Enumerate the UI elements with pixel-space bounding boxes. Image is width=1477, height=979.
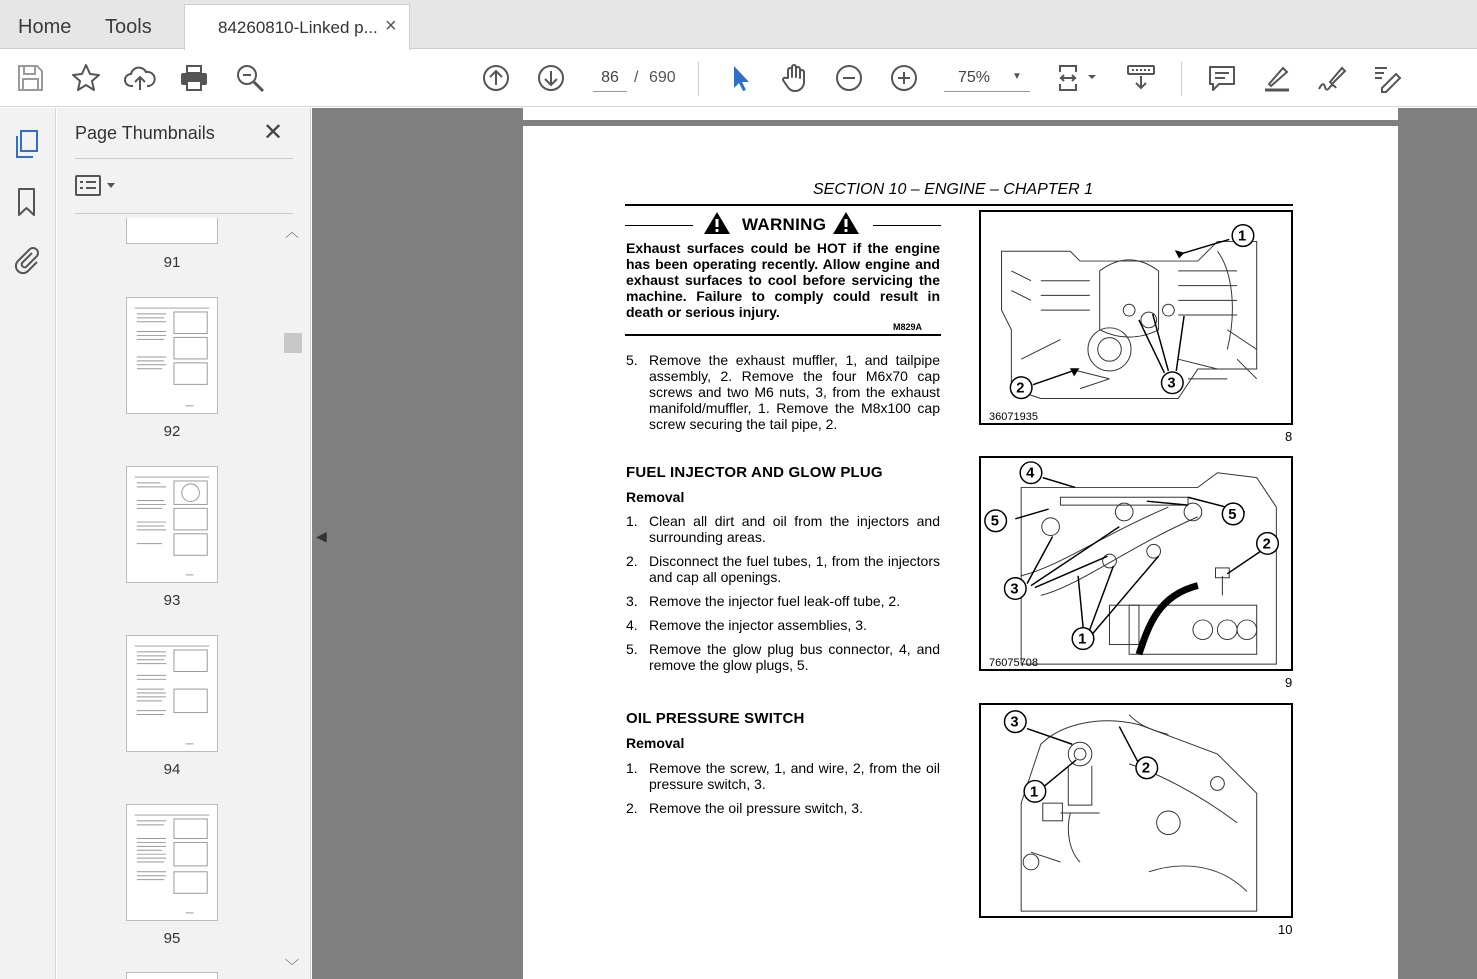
- thumbnail-label: 94: [163, 761, 181, 778]
- step-text: Remove the injector fuel leak-off tube, 2.: [649, 593, 901, 609]
- scrollbar-thumb[interactable]: [284, 333, 302, 353]
- step-text: Remove the injector assemblies, 3.: [649, 617, 867, 633]
- document-viewport[interactable]: [312, 108, 1477, 979]
- section-subtitle: Removal: [626, 735, 685, 751]
- panel-divider: [75, 213, 293, 214]
- sign-icon[interactable]: [1316, 62, 1348, 94]
- warning-bottom-rule: [625, 334, 941, 336]
- step-text: Disconnect the fuel tubes, 1, from the injectors and cap all openings.: [649, 553, 940, 585]
- svg-text:3: 3: [1010, 714, 1019, 731]
- pdf-page: [523, 126, 1398, 979]
- step-number: 5.: [626, 352, 638, 368]
- figure-code: 36071935: [989, 411, 1038, 423]
- figure-oil-switch: [979, 703, 1293, 918]
- thumbnail-scrollbar[interactable]: [283, 218, 303, 978]
- panel-title: Page Thumbnails: [75, 123, 215, 143]
- svg-text:4: 4: [1026, 465, 1035, 482]
- zoom-in-icon[interactable]: [888, 62, 920, 94]
- callout-label: 1: [1238, 228, 1247, 245]
- document-tab-label: 84260810-Linked p...: [218, 18, 378, 37]
- tab-bar: [0, 0, 1477, 49]
- svg-text:3: 3: [1167, 375, 1176, 392]
- warning-title: WARNING: [742, 215, 827, 234]
- step-number: 4.: [626, 617, 638, 633]
- attachments-icon[interactable]: [12, 244, 42, 276]
- page-down-icon[interactable]: [535, 62, 567, 94]
- hand-tool-icon[interactable]: [778, 62, 810, 94]
- section-header: SECTION 10 – ENGINE – CHAPTER 1: [813, 181, 1094, 198]
- thumbnails-icon[interactable]: [12, 128, 42, 160]
- thumbnail-label: 95: [163, 930, 181, 947]
- thumbnail-panel: [57, 108, 311, 979]
- thumbnail-options-menu[interactable]: [75, 174, 119, 198]
- section-title: FUEL INJECTOR AND GLOW PLUG: [626, 464, 883, 481]
- svg-text:2: 2: [1016, 380, 1025, 397]
- svg-text:2: 2: [1262, 536, 1271, 553]
- step-text: Remove the glow plug bus connector, 4, and remove the glow plugs, 5.: [649, 641, 940, 673]
- svg-text:1: 1: [1030, 784, 1039, 801]
- warning-text: Exhaust surfaces could be HOT if the engine has been operating recently. Allow engine and exhaust surfaces to cool before servicing the machine. Failure to comply could result in death or serious injury.: [626, 240, 940, 320]
- thumbnail-page[interactable]: [126, 635, 218, 752]
- zoom-out-icon[interactable]: [833, 62, 865, 94]
- page-separator: /: [634, 69, 639, 86]
- print-icon[interactable]: [178, 62, 210, 94]
- figure-injector: [979, 456, 1293, 671]
- oil-switch-illustration: [981, 705, 1291, 916]
- step-number: 3.: [626, 593, 638, 609]
- svg-text:2: 2: [1141, 760, 1151, 777]
- page-up-icon[interactable]: [480, 62, 512, 94]
- step-text: Remove the screw, 1, and wire, 2, from the oil pressure switch, 3.: [649, 760, 940, 792]
- scroll-up-icon[interactable]: ︿: [285, 224, 299, 240]
- thumbnail-page[interactable]: [126, 218, 218, 244]
- warning-code: M829A: [893, 322, 923, 332]
- header-rule: [625, 204, 1293, 206]
- step-text: Remove the exhaust muffler, 1, and tailpipe assembly, 2. Remove the four M6x70 cap screws and two M6 nuts, 3, from the exhaust manifold/muffler, 1. Remove the M8x100 cap screw securing the tail pipe, 2.: [649, 352, 940, 432]
- zoom-value: 75%: [958, 69, 991, 86]
- edit-icon[interactable]: [1370, 62, 1402, 94]
- svg-text:3: 3: [1010, 581, 1019, 598]
- thumbnail-label: 92: [163, 423, 181, 440]
- zoom-select[interactable]: [944, 65, 1030, 92]
- svg-text:5: 5: [1228, 506, 1237, 523]
- tab-tools[interactable]: Tools: [105, 16, 152, 38]
- panel-divider: [75, 158, 293, 159]
- figure-code: 76075708: [989, 657, 1038, 669]
- step-text: Remove the oil pressure switch, 3.: [649, 800, 863, 816]
- warning-rule-left: [625, 225, 693, 226]
- figure-number: 8: [1285, 429, 1293, 444]
- save-icon[interactable]: [14, 62, 46, 94]
- thumbnail-page[interactable]: [126, 297, 218, 414]
- fit-page-icon[interactable]: [1056, 62, 1100, 94]
- tab-document[interactable]: [184, 4, 410, 50]
- step-text: Clean all dirt and oil from the injectors and surrounding areas.: [649, 513, 940, 545]
- step-number: 2.: [626, 553, 638, 569]
- toolbar-divider: [1181, 62, 1182, 96]
- thumbnail-page[interactable]: [126, 972, 218, 979]
- svg-text:1: 1: [1078, 631, 1087, 648]
- warning-triangle-icon: [703, 211, 731, 235]
- collapse-panel-icon[interactable]: ◀: [316, 528, 327, 544]
- close-icon[interactable]: ✕: [263, 119, 284, 146]
- close-icon[interactable]: ×: [385, 15, 397, 37]
- highlight-icon[interactable]: [1261, 62, 1293, 94]
- tab-home[interactable]: Home: [18, 16, 72, 38]
- engine-exhaust-illustration: [981, 212, 1291, 423]
- chevron-down-icon: ▼: [1012, 71, 1022, 82]
- scroll-down-icon[interactable]: ﹀: [285, 958, 299, 974]
- bookmark-star-icon[interactable]: [70, 62, 102, 94]
- section-subtitle: Removal: [626, 489, 685, 505]
- thumbnail-page[interactable]: [126, 804, 218, 921]
- step-number: 5.: [626, 641, 638, 657]
- page-total: 690: [649, 69, 676, 86]
- thumbnail-page[interactable]: [126, 466, 218, 583]
- section-title: OIL PRESSURE SWITCH: [626, 710, 805, 727]
- figure-number: 9: [1285, 675, 1293, 690]
- step-number: 2.: [626, 800, 638, 816]
- toolbar: [0, 50, 1477, 107]
- upload-cloud-icon[interactable]: [124, 62, 156, 94]
- step-number: 1.: [626, 760, 638, 776]
- warning-rule-right: [873, 225, 941, 226]
- thumbnail-label: 93: [163, 592, 181, 609]
- scroll-mode-icon[interactable]: [1125, 62, 1157, 94]
- search-zoom-icon[interactable]: [234, 62, 266, 94]
- injector-illustration: [981, 458, 1291, 669]
- bookmarks-icon[interactable]: [12, 186, 42, 218]
- navigation-rail: [0, 108, 56, 979]
- comment-icon[interactable]: [1206, 62, 1238, 94]
- toolbar-divider: [698, 62, 699, 96]
- figure-number: 10: [1278, 922, 1293, 937]
- warning-triangle-icon: [832, 211, 860, 235]
- svg-text:5: 5: [990, 513, 999, 530]
- figure-exhaust: [979, 210, 1293, 425]
- thumbnail-label: 91: [163, 254, 181, 271]
- step-number: 1.: [626, 513, 638, 529]
- page-number-input[interactable]: [593, 65, 627, 92]
- select-arrow-icon[interactable]: [724, 62, 756, 94]
- previous-page-edge: [523, 108, 1398, 120]
